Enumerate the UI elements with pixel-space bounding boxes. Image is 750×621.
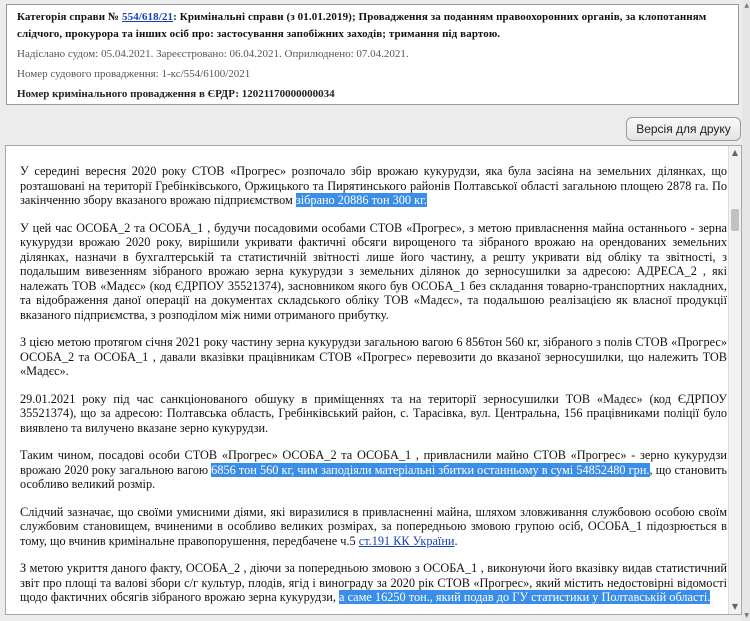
paragraph-text: У середині вересня 2020 року СТОВ «Прогрес» розпочало збір врожаю кукурудзи, яка була засіяна на земельних ділянках, що розташовані на території Гребінківського, Оржицького та Пирятинського районів Полтавської області загальною площею 2878 га. По закінченню збору вказаного врожаю підприємством [20,164,727,207]
paragraph [20,335,727,379]
paragraph-text: Таким чином, посадові особи СТОВ «Прогрес» ОСОБА_2 та ОСОБА_1 , привласнили майно СТОВ «Прогрес» - зерно кукурудзи врожаю 2020 року загальною вагою [20,448,727,477]
case-category [17,9,730,43]
document-scrollbar[interactable] [728,146,741,614]
paragraph-text: У цей час ОСОБА_2 та ОСОБА_1 , будучи посадовими особами СТОВ «Прогрес», з метою привласнення майна останнього - зерна кукурудзи врожаю 2020 року, вирішили укривати фактичні обсяги вирощеного та зібраного врожаю на орендованих земельних ділянках, назначи в бухгалтерській та статистичній звітності лише його частину, а решту укривати від обліку та звітності, з подальшим вивезенням зібраного врожаю зерна кукурудзи з земельних ділянок до зерносушилки за адресою: АДРЕСА_2 , які належать ТОВ «Мадєс» (код ЄДРПОУ 35521374), засновником якого був ОСОБА_1 без складання товарно-транспортних накладних, та відображення даної операції на документах складського обліку ТОВ «Мадєс», та подальшою реалізацією як власної продукції вказаного підприємства, з розподілом між ними отриманого прибутку. [20,220,727,322]
paragraph-text: З метою укриття даного факту, ОСОБА_2 , діючи за попередньою змовою з ОСОБА_1 , виконуючи його вказівку видав статистичний звіт про площі та валові збори с/г культур, плодів, ягід і винограду за 2020 рік СТОВ «Прогрес», який містить недостовірні відомості щодо фактичних обсягів зібраного врожаю зерна кукурудзи, [20,561,727,604]
paragraph-text: З цією метою протягом січня 2021 року частину зерна кукурудзи загальною вагою 6 856тон 560 кг, зібраного з полів СТОВ «Прогрес» ОСОБА_2 та ОСОБА_1 , давали вказівки працівникам СТОВ «Прогрес» перевозити до вказаної зерносушилки, що належить ТОВ «Мадєс». [20,335,727,378]
scroll-up-icon[interactable]: ▲ [744,2,749,9]
paragraph [20,164,727,208]
highlighted-text: 6856 тон 560 кг, чим заподіяли матеріальні збитки останньому в сумі 54852480 грн. [211,462,650,477]
paragraph-text: . [454,533,458,548]
case-dates: Надіслано судом: 05.04.2021. Зареєстровано: 06.04.2021. Оприлюднено: 07.04.2021. [17,48,409,60]
highlighted-text: зібрано 20886 тон 300 кг. [295,193,427,207]
category-text: : Кримінальні справи (з 01.01.2019); Провадження за поданням правоохоронних органів, за клопотанням слідчого, прокурора та інших осіб про: застосування запобіжних заходів; тримання під вартою. [17,11,707,40]
paragraph-text: 29.01.2021 року під час санкціонованого обшуку в приміщеннях та на території зерносушилки ТОВ «Мадєс» (код ЄДРПОУ 35521374), що за адресою: Полтавська область, Гребінківський район, с. Тарасівка, вул. Центральна, 156 працівниками поліції було виявлено та вилучено вказане зерно кукурудзи. [20,391,727,435]
paragraph-text: , що становить особливо великий розмір. [20,462,727,491]
page-scrollbar[interactable] [742,0,750,621]
highlighted-text: а саме 16250 тон., який подав до ГУ статистики у Полтавській області. [339,590,711,604]
document-body [20,146,727,605]
court-proceeding-number: Номер судового провадження: 1-кс/554/6100/2021 [17,68,251,80]
case-info-panel [6,4,739,105]
paragraph [20,392,727,436]
paragraph [20,561,727,605]
scroll-down-icon[interactable]: ▼ [731,602,739,611]
case-number-link[interactable]: 554/618/21 [122,11,174,23]
scroll-down-icon[interactable]: ▼ [744,612,749,619]
scrollbar-thumb[interactable] [731,209,739,231]
paragraph [20,448,727,492]
scroll-up-icon[interactable]: ▲ [731,148,739,157]
category-prefix: Категорія справи № [17,11,122,23]
document-frame[interactable] [5,145,742,615]
paragraph [20,221,727,323]
erdr-number: Номер кримінального провадження в ЄРДР: 12021170000000034 [17,88,335,100]
print-version-button[interactable]: Версія для друку [626,117,741,141]
paragraph [20,505,727,549]
paragraph-text: Слідчий зазначає, що своїми умисними діями, які виразилися в привласненні майна, шляхом зловживання службовою особою своїм службовим становищем, вчиненими в особливо великих розмірах, за попередньою змовою групою осіб, ОСОБА_1 підозрюється в тому, що вчинив кримінальне правопорушення, передбачене ч.5 [20,504,727,548]
law-article-link[interactable]: ст.191 КК України [358,533,455,548]
